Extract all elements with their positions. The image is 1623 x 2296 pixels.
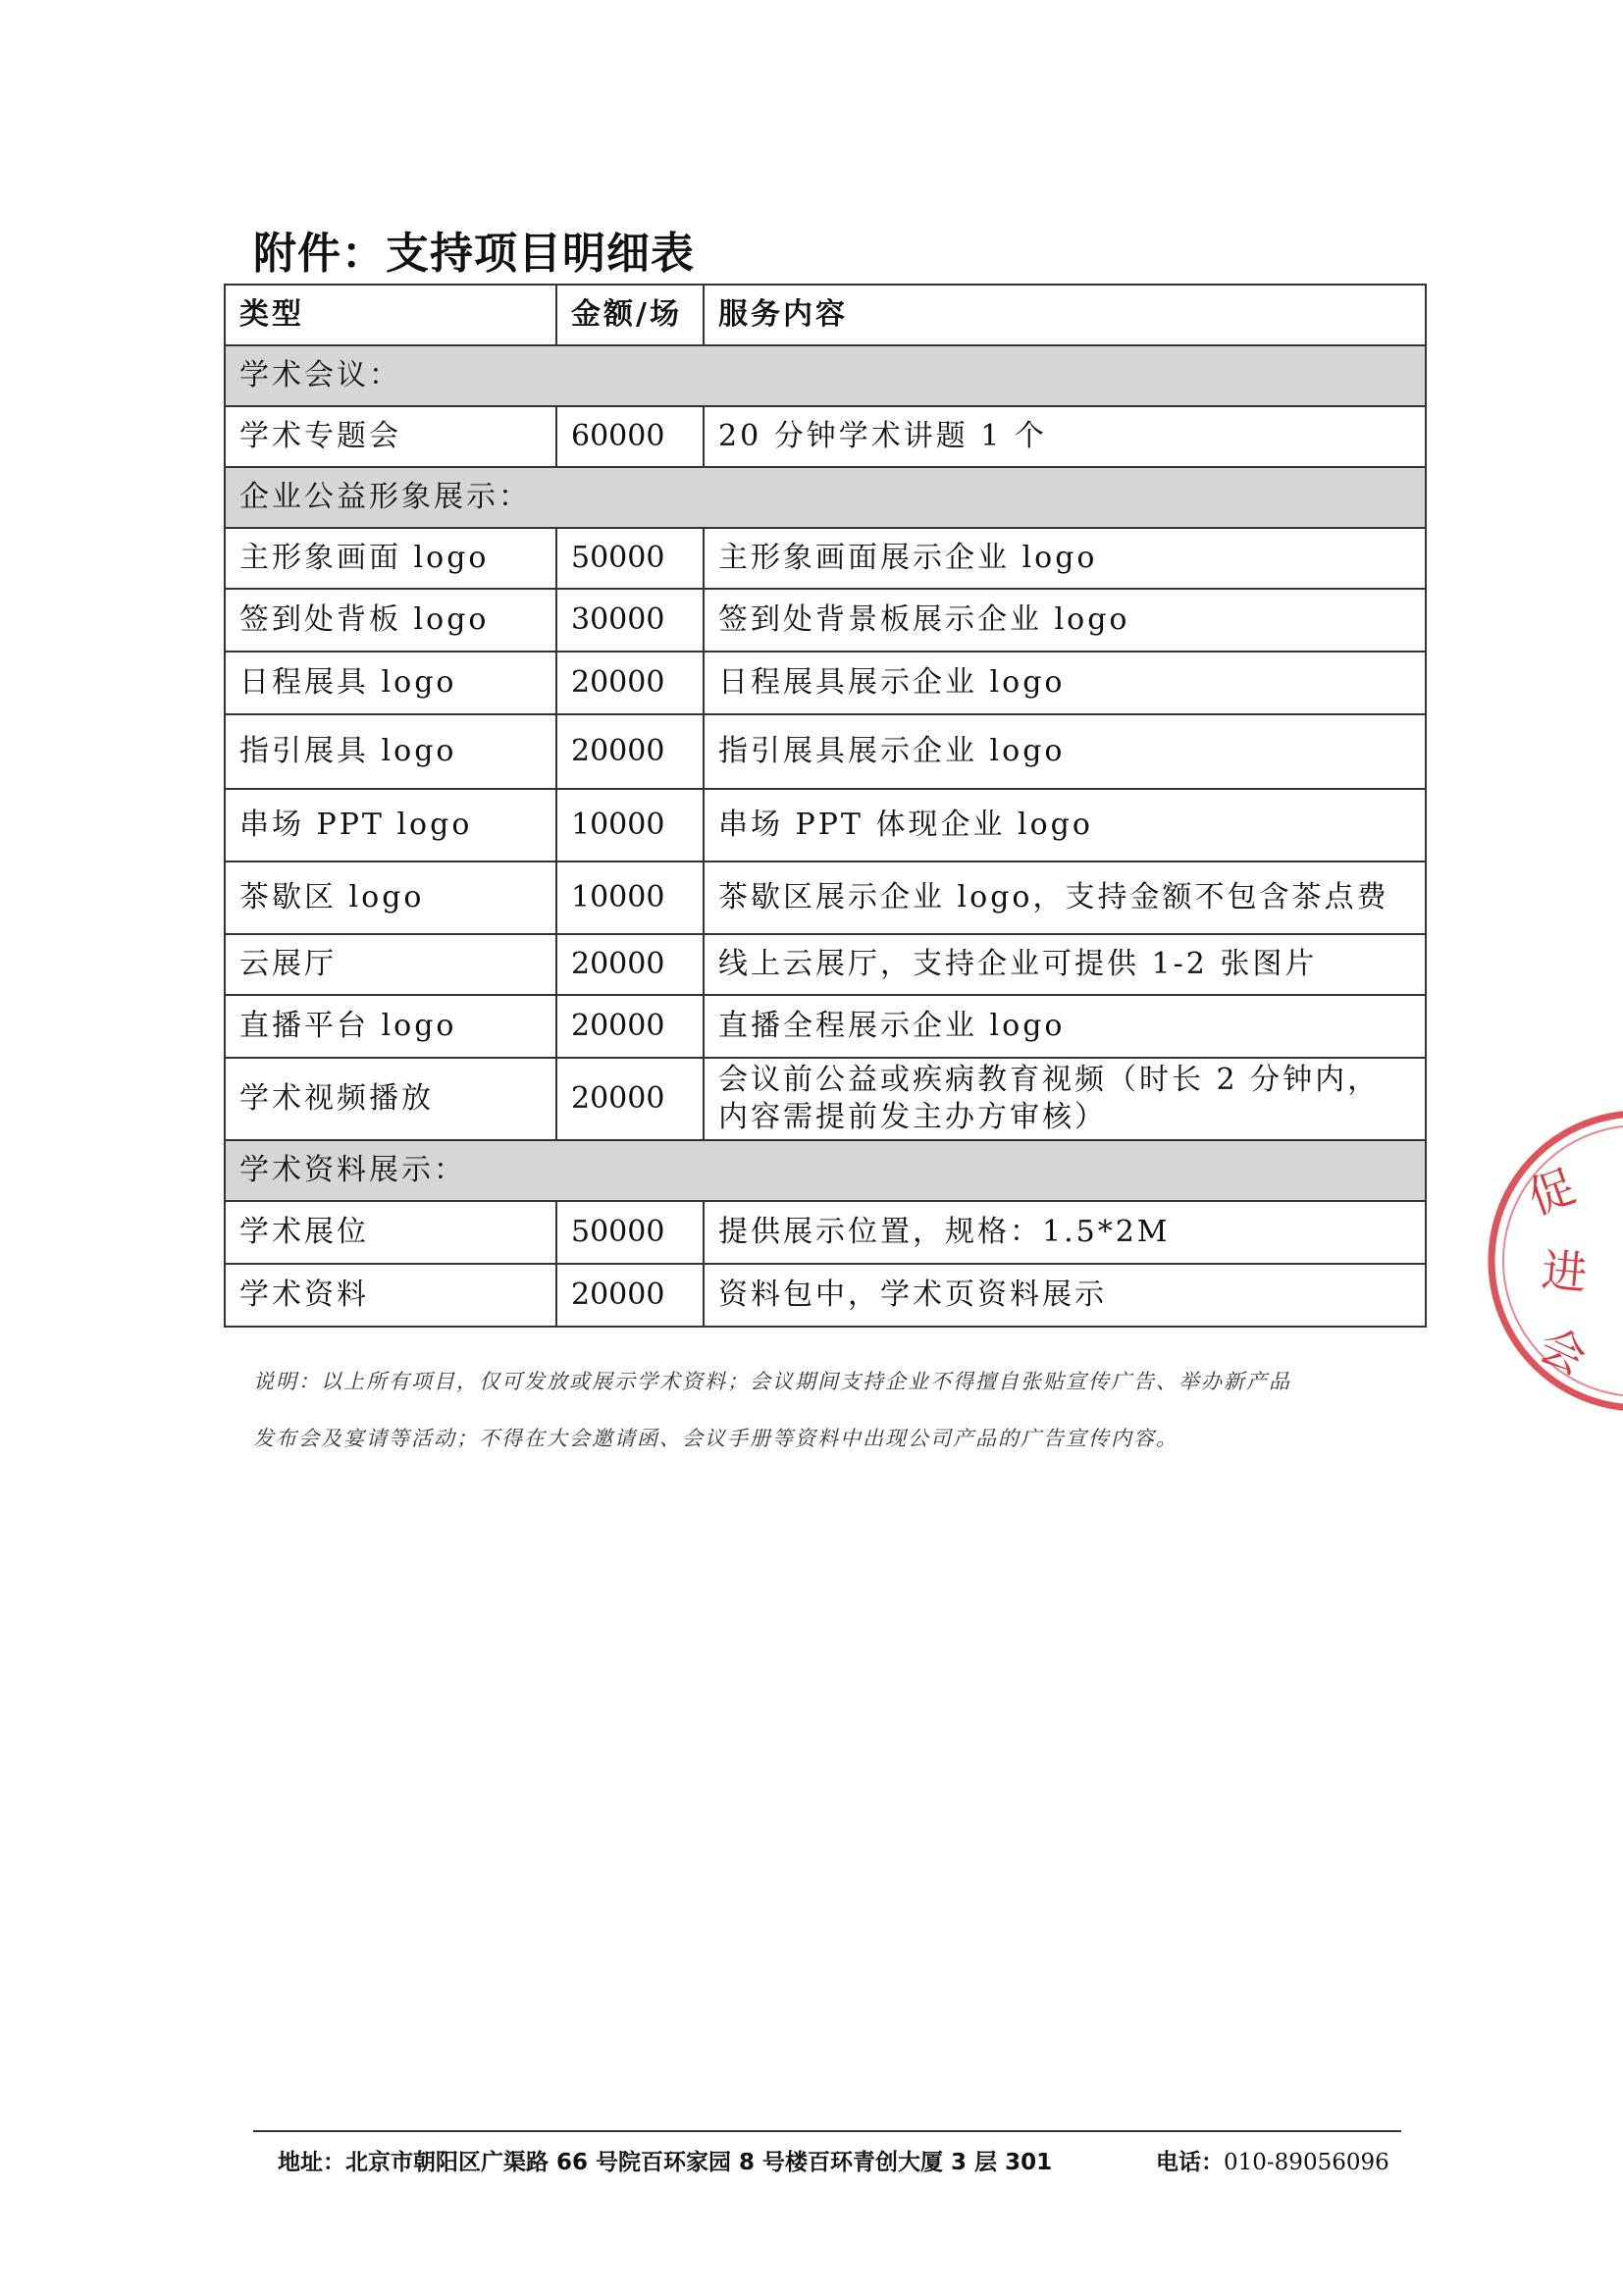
- phone-number: 010-89056096: [1224, 2150, 1389, 2175]
- table-row: [225, 995, 1426, 1058]
- svg-text:进: 进: [1540, 1243, 1590, 1300]
- type-cell: 主形象画面 logo: [225, 528, 556, 589]
- type-cell: 直播平台 logo: [225, 995, 556, 1058]
- service-cell: 线上云展厅，支持企业可提供 1-2 张图片: [704, 934, 1426, 995]
- table-row: [225, 1058, 1426, 1140]
- table-row: [225, 528, 1426, 589]
- amount-cell: 20000: [556, 1264, 704, 1327]
- service-cell: 串场 PPT 体现企业 logo: [704, 789, 1426, 861]
- amount-cell: 10000: [556, 861, 704, 934]
- type-cell: 学术资料: [225, 1264, 556, 1327]
- section-title: 学术会议：: [225, 345, 1426, 406]
- service-cell: 签到处背景板展示企业 logo: [704, 589, 1426, 652]
- type-cell: 日程展具 logo: [225, 652, 556, 714]
- address-label: 地址：: [278, 2150, 345, 2175]
- table-row: [225, 789, 1426, 861]
- support-items-table: [224, 284, 1427, 1328]
- table-row: [225, 1264, 1426, 1327]
- amount-cell: 20000: [556, 934, 704, 995]
- footer-divider: [253, 2130, 1401, 2132]
- svg-text:会: 会: [1531, 1318, 1595, 1385]
- amount-cell: 50000: [556, 1201, 704, 1264]
- service-cell: 主形象画面展示企业 logo: [704, 528, 1426, 589]
- address-text: 北京市朝阳区广渠路 66 号院百环家园 8 号楼百环青创大厦 3 层 301: [345, 2150, 1053, 2175]
- section-title: 学术资料展示：: [225, 1140, 1426, 1201]
- section-row: [225, 1140, 1426, 1201]
- note-line-1: 说明：以上所有项目，仅可发放或展示学术资料；会议期间支持企业不得擅自张贴宣传广告、举办新产品: [253, 1370, 1291, 1393]
- service-cell: 茶歇区展示企业 logo，支持金额不包含茶点费: [704, 861, 1426, 934]
- type-cell: 签到处背板 logo: [225, 589, 556, 652]
- header-type: 类型: [225, 285, 556, 345]
- section-row: [225, 467, 1426, 528]
- red-seal-stamp: [1442, 1099, 1623, 1423]
- type-cell: 串场 PPT logo: [225, 789, 556, 861]
- amount-cell: 20000: [556, 652, 704, 714]
- type-cell: 学术展位: [225, 1201, 556, 1264]
- amount-cell: 20000: [556, 714, 704, 789]
- table-row: [225, 652, 1426, 714]
- type-cell: 学术专题会: [225, 406, 556, 467]
- footer-address: [278, 2144, 1052, 2176]
- table-row: [225, 714, 1426, 789]
- footer-phone: [1156, 2144, 1389, 2176]
- svg-text:促: 促: [1521, 1159, 1582, 1226]
- type-cell: 学术视频播放: [225, 1058, 556, 1140]
- table-row: [225, 1201, 1426, 1264]
- type-cell: 茶歇区 logo: [225, 861, 556, 934]
- amount-cell: 10000: [556, 789, 704, 861]
- service-cell: 资料包中，学术页资料展示: [704, 1264, 1426, 1327]
- table-row: [225, 406, 1426, 467]
- service-cell: 日程展具展示企业 logo: [704, 652, 1426, 714]
- header-amount: 金额/场: [556, 285, 704, 345]
- table-header-row: [225, 285, 1426, 345]
- section-title: 企业公益形象展示：: [225, 467, 1426, 528]
- service-cell: 20 分钟学术讲题 1 个: [704, 406, 1426, 467]
- amount-cell: 60000: [556, 406, 704, 467]
- service-cell: 会议前公益或疾病教育视频（时长 2 分钟内，内容需提前发主办方审核）: [704, 1058, 1426, 1140]
- service-cell: 提供展示位置，规格：1.5*2M: [704, 1201, 1426, 1264]
- header-service: 服务内容: [704, 285, 1426, 345]
- table-row: [225, 589, 1426, 652]
- service-cell: 指引展具展示企业 logo: [704, 714, 1426, 789]
- note-line-2: 发布会及宴请等活动；不得在大会邀请函、会议手册等资料中出现公司产品的广告宣传内容。: [253, 1427, 1178, 1450]
- amount-cell: 30000: [556, 589, 704, 652]
- section-row: [225, 345, 1426, 406]
- table-row: [225, 934, 1426, 995]
- phone-label: 电话：: [1156, 2150, 1224, 2175]
- type-cell: 指引展具 logo: [225, 714, 556, 789]
- table-row: [225, 861, 1426, 934]
- type-cell: 云展厅: [225, 934, 556, 995]
- service-cell: 直播全程展示企业 logo: [704, 995, 1426, 1058]
- amount-cell: 20000: [556, 995, 704, 1058]
- amount-cell: 20000: [556, 1058, 704, 1140]
- amount-cell: 50000: [556, 528, 704, 589]
- page-title: 附件：支持项目明细表: [253, 229, 695, 279]
